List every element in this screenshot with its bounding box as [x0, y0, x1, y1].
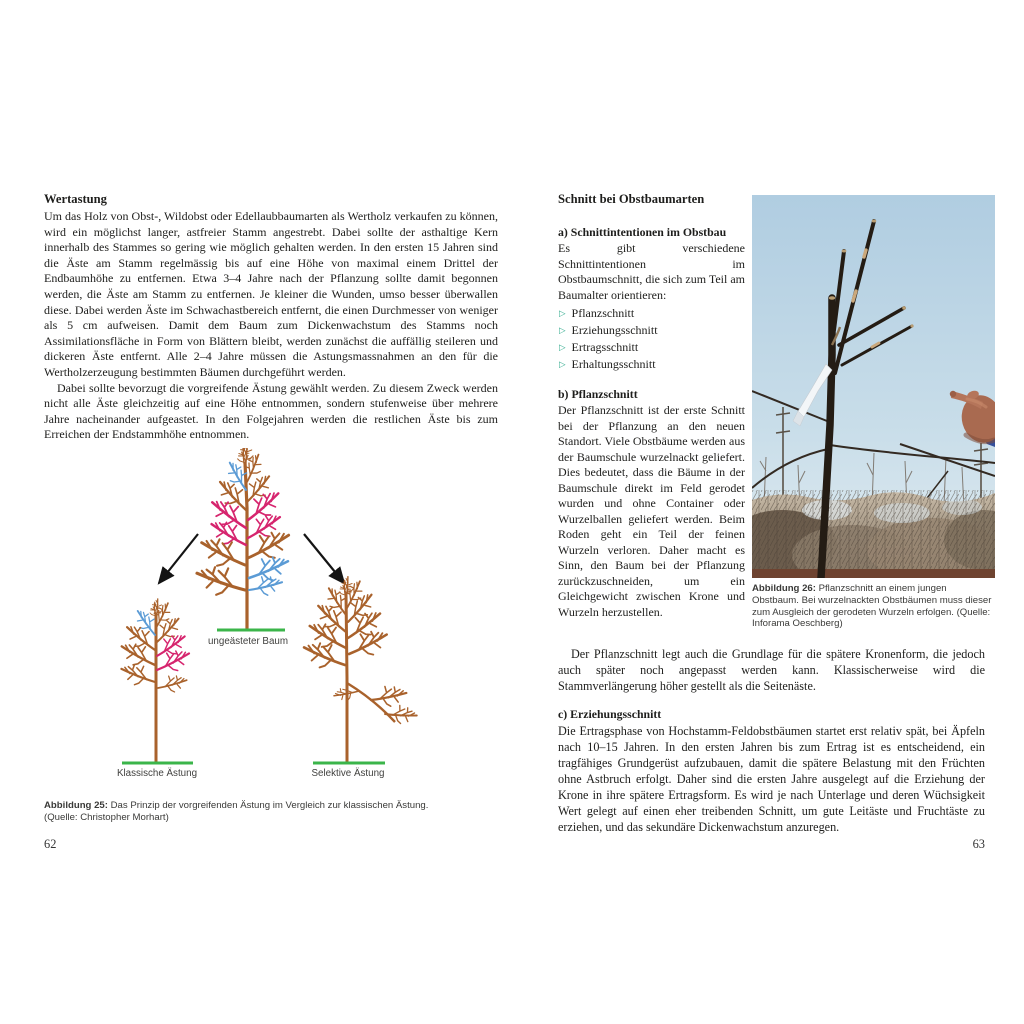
section-c-body: Die Ertragsphase von Hochstamm-Feldobstbäumen startet erst relativ spät, bei Äpfeln nach 10–15 Jahren. In den ersten Jahren bis zum Ertrag ist es entscheidend, ein tragfähiges Grundgerüst aufzubauen, damit die spätere Belastung mit den Früchten ohne Astbruch erfolgt. Daher sind die ersten Jahre ausgelegt auf die Erziehung der Krone in ihre spätere Ertragsform. Es wird je nach Unterlage und deren Wüchsigkeit Wert gelegt auf einen eher treibenden Schnitt, um gute Leitäste und Fruchtäste zu erziehen, und das sekundäre Dickenwachstum anzuregen. — [558, 724, 985, 834]
section-b-after: Der Pflanzschnitt legt auch die Grundlage für die spätere Kronenform, die jedoch auch später noch angepasst werden kann. Klassischerweise wird die Stammverlängerung höher gestellt als die Seitenäste. — [558, 647, 985, 693]
page-number-right: 63 — [972, 837, 985, 851]
section-a-intro: Es gibt verschiedene Schnittintentionen im Obstbaumschnitt, die sich zum Teil am Baumalter orientieren: — [558, 241, 745, 302]
list-item-label: Pflanzschnitt — [571, 306, 635, 320]
label-selective-pruning: Selektive Ästung — [311, 768, 385, 779]
page-number-left: 62 — [44, 837, 57, 851]
cut-types-list — [558, 305, 745, 373]
label-classical-pruning: Klassische Ästung — [116, 768, 198, 779]
label-unpruned-tree: ungeästeter Baum — [207, 636, 289, 647]
section-b-heading: b) Pflanzschnitt — [558, 387, 638, 401]
figure-26-photo — [752, 195, 995, 578]
triangle-bullet-icon: ▷ — [559, 308, 566, 318]
triangle-bullet-icon: ▷ — [559, 325, 566, 335]
tree-classical-pruning — [119, 598, 193, 763]
figure-25-caption — [44, 800, 504, 824]
young-tree-photo — [752, 195, 995, 578]
list-item-label: Erhaltungsschnitt — [571, 357, 656, 371]
tree-unpruned — [197, 448, 292, 630]
right-page-lower — [558, 646, 985, 835]
left-paragraph-1: Um das Holz von Obst-, Wildobst oder Edellaubbaumarten als Wertholz verkaufen zu können, wird ein möglichst langer, astfreier Stamm angestrebt. Dabei sollte der asthaltige Kern innerhalb des Stammes so gering wie möglich gehalten werden. In den ersten 15 Jahren sind die Äste am Stamm regelmässig bis auf eine Höhe von maximal einem Drittel der Endbaumhöhe zu entfernen. Etwa 3–4 Jahre nach der Pflanzung sollte damit begonnen werden, die Äste am Stamm zu entfernen. Je kleiner die Wunden, umso besser überwallen diese. Dabei werden Äste im Schwachastbereich entfernt, die einen Durchmesser von weniger als 5 cm aufweisen. Damit dem Baum zum Dickenwachstum des Stamms noch Assimilationsfläche in Form von Blättern bleibt, werden zunächst die auffällig steileren und dickeren Äste entfernt. Alle 2–4 Jahre müssen die Astungsmassnahmen an den für die Wertholzerzeugung bestimmten Bäumen durchgeführt werden. — [44, 209, 498, 379]
section-c-heading: c) Erziehungsschnitt — [558, 707, 662, 721]
left-page-heading: Wertastung — [44, 192, 107, 206]
figure-26-caption-text: Pflanzschnitt an einem jungen Obstbaum. Bei wurzelnackten Obstbäumen muss dieser zum Ausgleich der gerodeten Wurzeln erfolgen. (Quelle: Inforama Oeschberg) — [752, 583, 992, 630]
right-page-heading: Schnitt bei Obstbaumarten — [558, 192, 705, 206]
list-item — [558, 322, 745, 339]
figure-26-caption — [752, 583, 995, 630]
arrow-right-icon — [304, 534, 344, 583]
list-item — [558, 356, 745, 373]
list-item — [558, 305, 745, 322]
left-paragraph-2: Dabei sollte bevorzugt die vorgreifende Ästung gewählt werden. Zu diesem Zweck werden nicht alle Äste gleichzeitig auf eine Höhe entnommen, sondern stufenweise über mehrere Jahre nacheinander aufgeastet. In den Folgejahren werden die restlichen Äste bis zum Erreichen der Endstammhöhe entnommen. — [44, 380, 498, 442]
triangle-bullet-icon: ▷ — [559, 342, 566, 352]
list-item — [558, 339, 745, 356]
triangle-bullet-icon: ▷ — [559, 359, 566, 369]
left-page-text — [44, 191, 498, 443]
figure-25-caption-source: (Quelle: Christopher Morhart) — [44, 811, 169, 823]
list-item-label: Ertragsschnitt — [571, 340, 639, 354]
tree-selective-pruning — [303, 576, 418, 763]
right-page-column — [558, 191, 745, 620]
section-b-body: Der Pflanzschnitt ist der erste Schnitt bei der Pflanzung an den neuen Standort. Viele Obstbäume werden aus der Baumschule wurzelnackt geliefert. Dies bedeutet, dass die Bäume in der Baumschule direkt im Feld gerodet wurden und ohne Container oder Wurzelballen geliefert werden. Beim Roden geht ein Teil der feinen Wurzeln verloren. Daher macht es Sinn, den Baum bei der Pflanzung zurückzuschneiden, um ein Gleichgewicht zwischen Krone und Wurzeln herzustellen. — [558, 403, 745, 619]
section-a-heading: a) Schnittintentionen im Obstbau — [558, 225, 727, 239]
arrow-left-icon — [159, 534, 198, 583]
hedge — [752, 490, 995, 578]
list-item-label: Erziehungsschnitt — [571, 323, 658, 337]
figure-25-caption-text: Das Prinzip der vorgreifenden Ästung im Vergleich zur klassischen Ästung. — [107, 800, 429, 811]
figure-25-caption-label: Abbildung 25: — [44, 800, 108, 811]
soil-strip — [752, 569, 995, 578]
figure-25-diagram — [55, 448, 465, 796]
pruning-diagram — [55, 448, 465, 793]
figure-26-caption-label: Abbildung 26: — [752, 583, 816, 594]
